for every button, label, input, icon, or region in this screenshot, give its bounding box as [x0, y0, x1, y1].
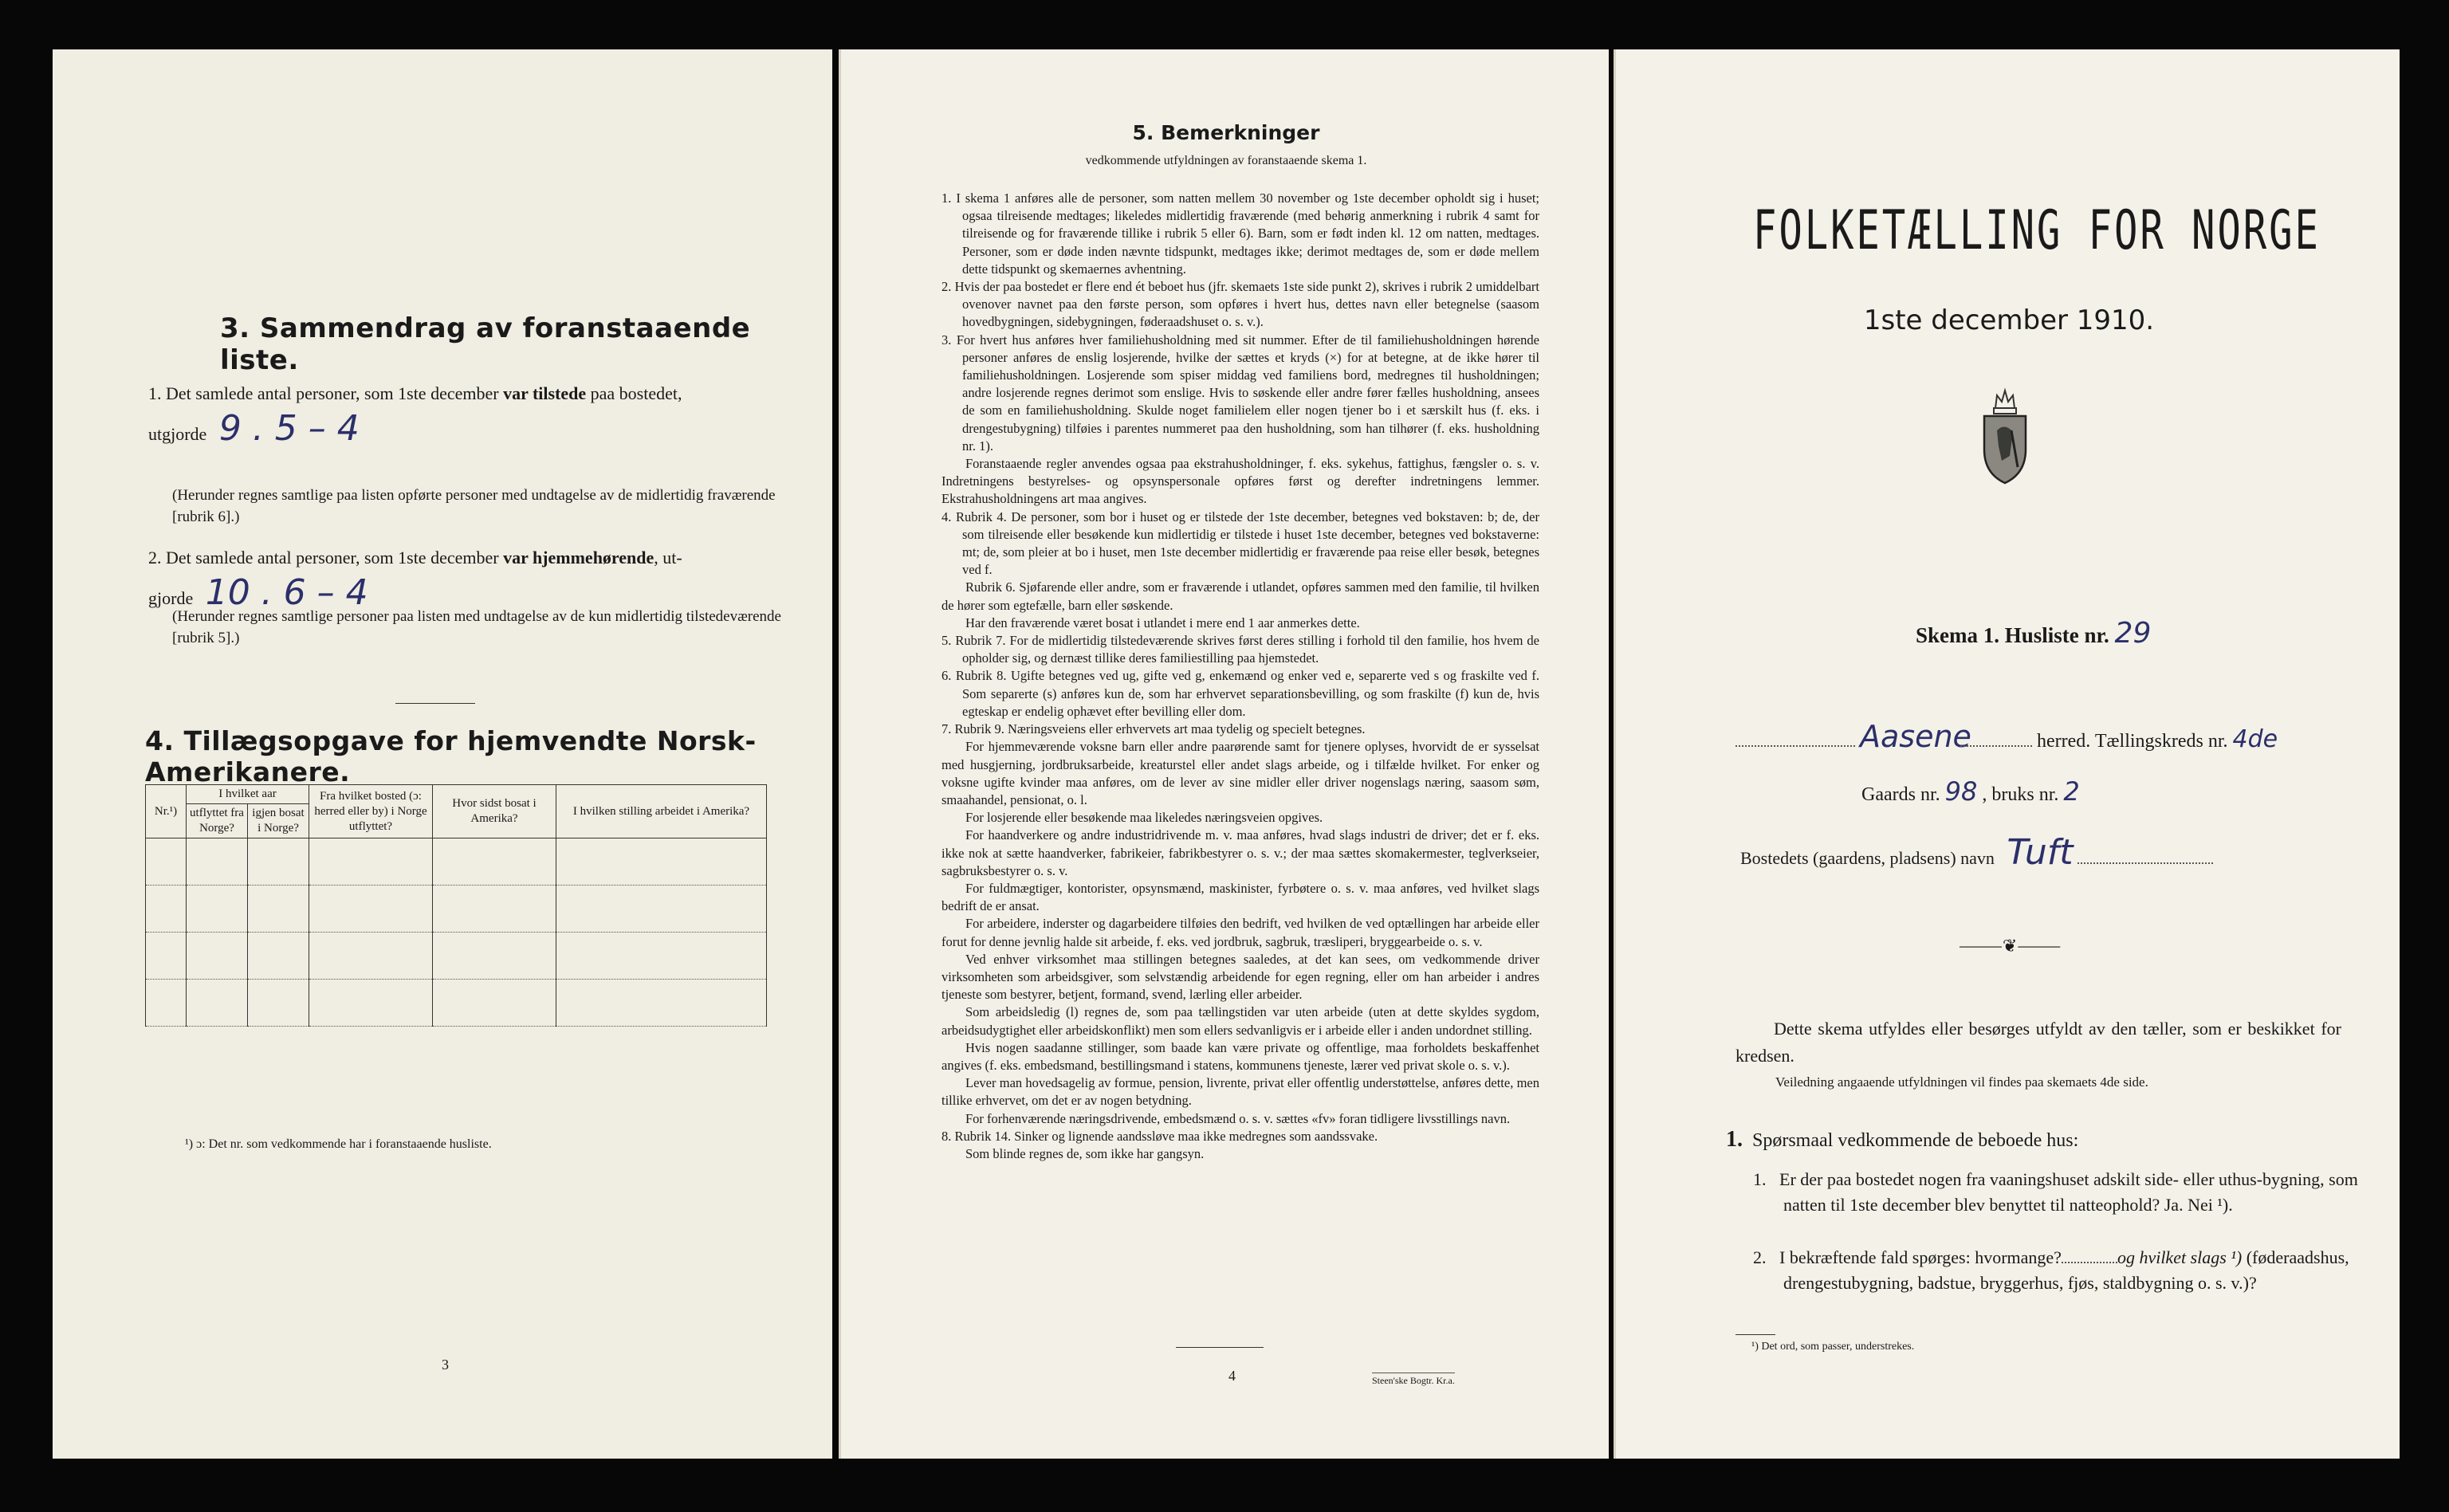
col-utflyttet: utflyttet fra Norge? [187, 804, 248, 838]
col-nr: Nr.¹) [146, 785, 187, 838]
herred-value[interactable]: Aasene [1860, 719, 1971, 754]
census-date: 1ste december 1910. [1863, 304, 2155, 336]
col-igjen-bosat: igjen bosat i Norge? [248, 804, 309, 838]
item-1-note: (Herunder regnes samtlige paa listen opførte personer med undtagelse av de midlertidig fraværende [rubrik 6].) [172, 487, 776, 525]
page-footnote: ¹) Det ord, som passer, understrekes. [1751, 1341, 1915, 1353]
instruction-note: Veiledning angaaende utfyldningen vil findes paa skemaets 4de side. [1775, 1074, 2148, 1090]
remark-item: Foranstaaende regler anvendes ogsaa paa ekstrahusholdninger, f. eks. sykehus, fattighus, fængsler o. s. v. Indretningens bestyrelses- og opsynspersonale opføres først og derefter indretningens lemmer. Ekstrahusholdningens art maa angives. [941, 456, 1539, 507]
remark-item: Hvis nogen saadanne stillinger, som baade kan være private og offentlige, maa forholdets beskaffenhet angives (f. eks. embedsmand, bestillingsmand i statens, kommunens tjeneste, lærer ved privat skole o. s. v.). [941, 1039, 1539, 1073]
item-2-note: (Herunder regnes samtlige personer paa listen med undtagelse av de kun midlertidig tilstedeværende [rubrik 5].) [172, 608, 781, 646]
remark-item: Har den fraværende været bosat i utlandet i mere end 1 aar anmerkes dette. [965, 615, 1360, 630]
page-number: 3 [442, 1357, 449, 1373]
remark-item: Lever man hovedsagelig av formue, pension, livrente, privat eller offentlig understøttelse, anføres dette, men tillike erhvervet, om det er av nogen betydning. [941, 1075, 1539, 1109]
gaards-line: Gaards nr. 98 , bruks nr. 2 [1861, 776, 2080, 807]
page-number: 4 [1228, 1368, 1236, 1384]
table-row [146, 838, 767, 886]
table-row [146, 886, 767, 933]
remark-item: For hjemmeværende voksne barn eller andre paarørende samt for tjenere oplyses, hvorvidt de er sysselsat med husgjerning, jordbruksarbeide, kreaturstel eller andet slags arbeide, og i tilfælde hvilket. For enker og voksne ugifte kvinder maa anføres, om de lever av sine midler eller driver nogenslags næring, saasom søm, smaahandel, pensionat, o. l. [941, 739, 1539, 807]
remark-item: 2. Hvis der paa bostedet er flere end ét beboet hus (jfr. skemaets 1ste side punkt 2), skrives i rubrik 2 umiddelbart ovenover navnet paa den første person, som opføres i hvert hus, dettes navn eller betegnelse (saasom hovedbygningen, sidebygningen, føderaadshuset o. s. v.). [941, 279, 1539, 330]
remark-item: 7. Rubrik 9. Næringsveiens eller erhvervets art maa tydelig og specielt betegnes. [941, 721, 1366, 737]
remark-item: For losjerende eller besøkende maa likeledes næringsveien opgives. [965, 810, 1323, 826]
summary-item-1: 1. Det samlede antal personer, som 1ste december var tilstede paa bostedet, utgjorde 9 . 5 – 4 [148, 383, 682, 449]
col-stilling: I hvilken stilling arbeidet i Amerika? [556, 785, 767, 838]
remark-item: Rubrik 6. Sjøfarende eller andre, som er fraværende i utlandet, opføres sammen med den familie, til hvilken de hører som egtefælle, barn eller søskende. [941, 579, 1539, 613]
question-heading: 1. Spørsmaal vedkommende de beboede hus: [1726, 1127, 2079, 1152]
remark-item: 3. For hvert hus anføres hver familiehusholdning med sit nummer. Efter de til familiehusholdningen hørende personer anføres de enslig losjerende, hvilke der sættes et kryds (×) for at betegne, at de ikke hører til familiehusholdningen. Losjerende som spiser middag ved familiens bord, medregnes til husholdningen; andre losjerende regnes derimot som enslige. Hvis to søskende eller andre fører fælles husholdning, ansees de som en familiehusholdning. Skulde noget familielem eller nogen tjener bo i et særskilt hus (f. eks. i drengestubygning) tilføies i parentes nummeret paa den husholdning, som han tilhører (f. eks. husholdning nr. 1). [941, 332, 1539, 454]
table-row [146, 980, 767, 1027]
remark-item: Som blinde regnes de, som ikke har gangsyn. [965, 1145, 1205, 1161]
section-4-title: 4. Tillægsopgave for hjemvendte Norsk-Amerikanere. [145, 725, 757, 787]
summary-item-2: 2. Det samlede antal personer, som 1ste december var hjemmehørende, ut- gjorde 10 . 6 – 4 [148, 548, 682, 613]
divider [395, 703, 475, 704]
remark-item: 6. Rubrik 8. Ugifte betegnes ved ug, gifte ved g, enkemænd og enker ved e, separerte ved s og fraskilte ved f. Som separerte (s) anføres kun de, som har erhvervet separationsbevilling, og som fraskilte (f) kun de, hvis egteskap er endelig ophævet efter bevilling eller dom. [941, 668, 1539, 719]
present-count-value[interactable]: 9 . 5 – 4 [218, 408, 360, 449]
remarks-subtitle: vedkommende utfyldningen av foranstaaende skema 1. [1085, 154, 1367, 167]
coat-of-arms-icon [1973, 384, 2037, 488]
printer-mark: Steen'ske Bogtr. Kr.a. [1372, 1373, 1455, 1387]
remark-item: For forhenværende næringsdrivende, embedsmænd o. s. v. sættes «fv» foran tidligere livsstillings navn. [965, 1110, 1511, 1126]
remark-item: For arbeidere, inderster og dagarbeidere tilføies den bedrift, ved hvilken de ved optællingen har arbeide eller forut for denne jevnlig halde sit arbeide, f. eks. ved jordbruk, sagbruk, træsliperi, bryggearbeide o. s. v. [941, 916, 1539, 949]
page-left [53, 49, 832, 1459]
remark-item: For fuldmægtiger, kontorister, opsynsmænd, maskinister, fyrbøtere o. s. v. maa anføres, ved hvilket slags bedrift de er ansat. [941, 880, 1539, 914]
instruction-text: Dette skema utfyldes eller besørges utfyldt av den tæller, som er beskikket for kredsen. [1736, 1019, 2341, 1066]
kreds-value[interactable]: 4de [2232, 725, 2278, 753]
remark-item: 1. I skema 1 anføres alle de personer, som natten mellem 30 november og 1ste december opholdt sig i huset; ogsaa tilreisende medtages; likeledes midlertidig fraværende (med behørig anmerkning i rubrik 4 samt for tilreisende og for fraværende tillike i rubrik 5 eller 6). Barn, som er født inden kl. 12 om natten, medtages. Personer, som er døde inden nævnte tidspunkt, medtages ikke; derimot medtages de, som er døde mellem dette tidspunkt og skemaernes avhentning. [941, 190, 1539, 277]
norsk-amerikanere-table [145, 784, 767, 1027]
question-1: 1. Er der paa bostedet nogen fra vaaningshuset adskilt side- eller uthus-bygning, som natten til 1ste december blev benyttet til natteophold? Ja. Nei ¹). [1753, 1169, 2358, 1215]
main-title: FOLKETÆLLING FOR NORGE [1753, 199, 2321, 262]
question-2: 2. I bekræftende fald spørges: hvormange? og hvilket slags ¹) (føderaadshus, drengestubygning, badstue, bryggerhus, fjøs, staldbygning o. s. v.)? [1753, 1247, 2349, 1293]
remark-item: Som arbeidsledig (l) regnes de, som paa tællingstiden var uten arbeide (uten at dette skyldes sygdom, arbeidsudygtighet eller arbeidskonflikt) men som ellers sedvanligvis er i arbeide eller i anden undordnet stilling. [941, 1004, 1539, 1038]
col-group-year: I hvilket aar [187, 785, 309, 804]
resident-count-value[interactable]: 10 . 6 – 4 [205, 572, 368, 613]
herred-line: Aasene herred. Tællingskreds nr. 4de [1736, 719, 2278, 754]
schema-heading: Skema 1. Husliste nr. 29 [1916, 617, 2152, 650]
bruks-value[interactable]: 2 [2063, 776, 2080, 807]
remarks-list [941, 190, 1539, 1163]
remark-item: 4. Rubrik 4. De personer, som bor i huset og er tilstede der 1ste december, betegnes ved bokstaven: b; de, der som tilreisende eller besøkende kun midlertidig er tilstede i huset 1ste december, betegnes ved bokstaverne: mt; de, som pleier at bo i huset, men 1ste december midlertidig er fraværende paa reise eller besøk, betegnes ved f. [941, 509, 1539, 578]
divider [1176, 1347, 1264, 1348]
col-bosat-amerika: Hvor sidst bosat i Amerika? [433, 785, 556, 838]
gaards-value[interactable]: 98 [1944, 776, 1978, 807]
bosted-value[interactable]: Tuft [2007, 832, 2074, 873]
bosted-line: Bostedets (gaardens, pladsens) navn Tuft [1740, 832, 2213, 873]
section-3-title: 3. Sammendrag av foranstaaende liste. [220, 312, 751, 376]
ornament-icon: ⸻❦⸻ [1959, 936, 2062, 956]
remark-item: Ved enhver virksomhet maa stillingen betegnes saaledes, at det kan sees, om vedkommende driver virksomheten som arbeidsgiver, som selvstændig arbeidende for egen regning, eller om han arbeider i andres tjeneste som bestyrer, betjent, formand, svend, lærling eller arbeider. [941, 951, 1539, 1003]
page-middle [839, 49, 1609, 1459]
col-fra-bosted: Fra hvilket bosted (ɔ: herred eller by) i Norge utflyttet? [309, 785, 433, 838]
remark-item: For haandverkere og andre industridrivende m. v. maa anføres, hvad slags industri de driver; det er f. eks. ikke nok at sætte haandverker, fabrikeier, fabrikbestyrer o. s. v.; der maa sættes skomakermester, teglverkseier, sagbruksbestyrer o. s. v. [941, 827, 1539, 878]
table-footnote: ¹) ɔ: Det nr. som vedkommende har i foranstaaende husliste. [185, 1137, 492, 1151]
table-row [146, 933, 767, 980]
page-right [1614, 49, 2400, 1459]
husliste-number[interactable]: 29 [2114, 617, 2152, 650]
remarks-title: 5. Bemerkninger [1132, 121, 1320, 144]
remark-item: 8. Rubrik 14. Sinker og lignende aandssløve maa ikke medregnes som aandssvake. [941, 1128, 1378, 1144]
remark-item: 5. Rubrik 7. For de midlertidig tilstedeværende skrives først deres stilling i forhold til den familie, hos hvem de opholder sig, og dernæst tillike deres familiestilling paa hjemstedet. [941, 633, 1539, 666]
divider [1736, 1334, 1775, 1335]
